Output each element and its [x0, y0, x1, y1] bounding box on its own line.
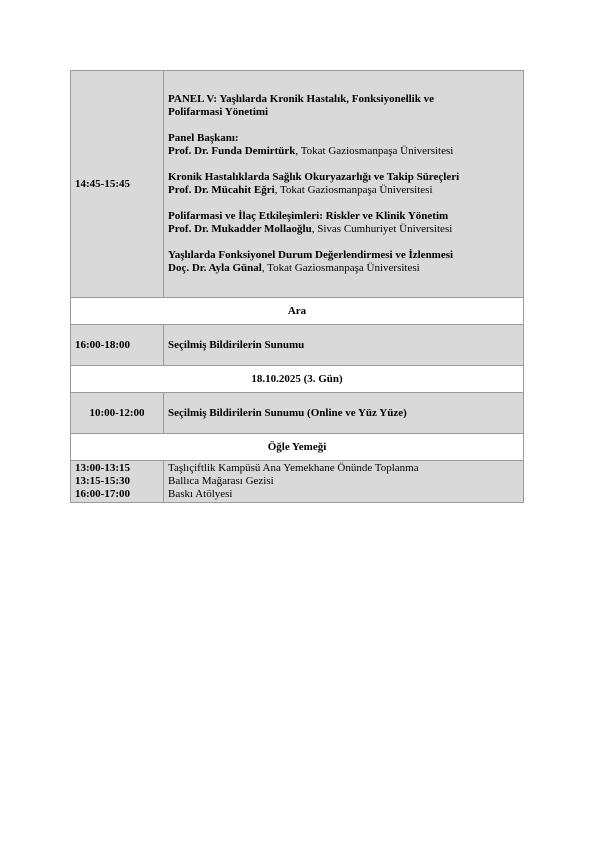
talk-title: Kronik Hastalıklarda Sağlık Okuryazarlığı ve Takip Süreçleri [168, 171, 460, 183]
panel-title-line-2: Polifarmasi Yönetimi [168, 106, 269, 118]
talk-affiliation: , Tokat Gaziosmanpaşa Üniversitesi [274, 184, 433, 196]
activities-row [71, 461, 524, 503]
talk-speaker-info [168, 184, 519, 197]
program-table [70, 70, 524, 503]
talk-item [168, 171, 519, 197]
talk-item [168, 210, 519, 236]
session-label: Seçilmiş Bildirilerin Sunumu (Online ve Yüz Yüze) [164, 393, 524, 434]
talk-speaker: Prof. Dr. Mücahit Eğri [168, 184, 275, 196]
panel-chair [168, 132, 519, 158]
day-header: 18.10.2025 (3. Gün) [71, 366, 524, 393]
talk-affiliation: , Tokat Gaziosmanpaşa Üniversitesi [261, 262, 420, 274]
panel-title [168, 93, 519, 119]
panel-title-line-1: PANEL V: Yaşlılarda Kronik Hastalık, Fonksiyonellik ve [168, 93, 434, 105]
talk-item [168, 249, 519, 275]
talk-title: Yaşlılarda Fonksiyonel Durum Değerlendirmesi ve İzlenmesi [168, 249, 454, 261]
talk-speaker-info [168, 223, 519, 236]
talk-title: Polifarmasi ve İlaç Etkileşimleri: Riskler ve Klinik Yönetim [168, 210, 449, 222]
break-label: Ara [71, 298, 524, 325]
day-header-row [71, 366, 524, 393]
session-row [71, 325, 524, 366]
talk-speaker: Prof. Dr. Mukadder Mollaoğlu [168, 223, 312, 235]
activity-time: 13:00-13:15 [75, 462, 130, 474]
activity-item: Taşlıçiftlik Kampüsü Ana Yemekhane Önünde Toplanma [168, 462, 419, 474]
lunch-row [71, 434, 524, 461]
panel-chair-affiliation: , Tokat Gaziosmanpaşa Üniversitesi [295, 145, 454, 157]
talk-speaker: Doç. Dr. Ayla Günal [168, 262, 262, 274]
session-time: 10:00-12:00 [71, 393, 164, 434]
activity-times [71, 461, 164, 503]
activity-time: 13:15-15:30 [75, 475, 130, 487]
activity-item: Baskı Atölyesi [168, 488, 233, 500]
talk-speaker-info [168, 262, 519, 275]
talk-affiliation: , Sivas Cumhuriyet Üniversitesi [311, 223, 453, 235]
panel-chair-name: Prof. Dr. Funda Demirtürk [168, 145, 296, 157]
activity-items [164, 461, 524, 503]
session-label: Seçilmiş Bildirilerin Sunumu [164, 325, 524, 366]
lunch-label: Öğle Yemeği [71, 434, 524, 461]
break-row [71, 298, 524, 325]
panel-chair-info [168, 145, 519, 158]
panel-time: 14:45-15:45 [71, 71, 164, 298]
session-row [71, 393, 524, 434]
activity-item: Ballıca Mağarası Gezisi [168, 475, 274, 487]
activity-time: 16:00-17:00 [75, 488, 130, 500]
panel-chair-label: Panel Başkanı: [168, 132, 239, 144]
panel-row [71, 71, 524, 298]
panel-details [164, 71, 524, 298]
session-time: 16:00-18:00 [71, 325, 164, 366]
